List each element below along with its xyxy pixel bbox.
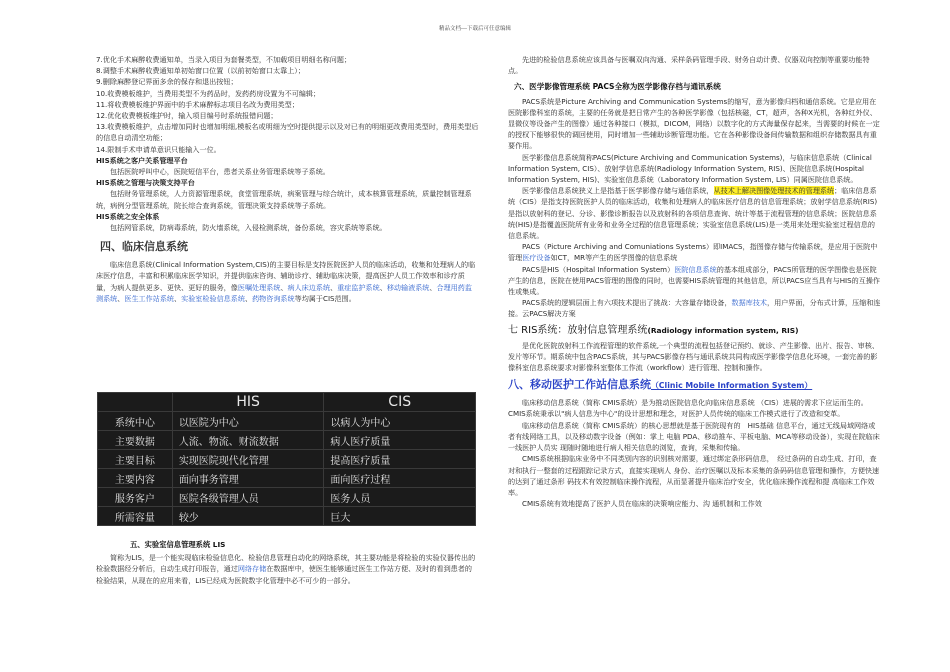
his-cis-comparison-table: [97, 392, 476, 526]
section-heading: 五、实验室信息管理系统 LIS: [130, 540, 226, 549]
separator: 、: [117, 293, 125, 303]
list-item: 12.优化收费模板维护时，输入项目编号时系统报错问题；: [96, 111, 278, 121]
separator: 、: [174, 293, 182, 303]
link-medical-equipment[interactable]: 医疗设备: [522, 253, 551, 263]
section-heading: [508, 377, 882, 394]
paragraph: PACS系统是Picture Archiving and Communication Systems的缩写，意为影像归档和通信系统。它是应用在医院影像科室的系统，主要的任务就是把日常产生的各种医学影像（包括核磁，CT，超声，各种X光机，各种红外仪、显微仪等设备产生的图像）通过各种接口（模拟，DICOM，网络）以数字化的方式海量保存起来，当需要的时候在一定的授权下能够很快的调回使用，同时增加一些辅助诊断管理功能。它在各种影像设备间传输数据和组织存储数据具有重要作用。: [508, 96, 880, 151]
table-cell: 巨大: [324, 507, 476, 526]
paragraph: [508, 241, 882, 263]
table-cell: 主要数据: [98, 431, 173, 450]
list-item: 13.收费模板维护，点击增加同时也增加明细,模板名或明细为空时提供提示以及对已有的明细更改费用类型时，费用类型后的信息自动清空功能；: [96, 122, 479, 143]
lis-section: [96, 535, 479, 586]
paragraph: [508, 264, 882, 298]
separator: 、: [429, 282, 437, 292]
table-row: [98, 450, 476, 469]
heading-text: 八、移动医护工作站信息系统: [508, 378, 651, 392]
paragraph: 医学影像信息系统简称PACS(Picture Archiving and Communication Systems)，与临床信息系统（Clinical Information System, CIS）、放射学信息系统(Radiology Information System, RIS)、医院信息系统(Hospital Information System, HIS)、实验室信息系统（Laboratory Information System, LIS）同属医院信息系统。: [508, 152, 872, 185]
link-database-tech[interactable]: 数据库技术: [731, 298, 768, 308]
table-cell: 主要内容: [98, 469, 173, 488]
table-cell: 人流、物流、财流数据: [172, 431, 324, 450]
paragraph-text: 医学影像信息系统狭义上是指基于医学影像存储与通信系统，: [522, 186, 714, 196]
table-cell: 实现医院现代化管理: [172, 450, 324, 469]
paragraph-text: PACS是HIS（Hospital Information System）: [522, 264, 675, 274]
table-row: [98, 488, 476, 507]
heading-subtext: (Radiology information system, RIS): [647, 325, 799, 335]
highlighted-text: 从技术上解决图像处理技术的管理系统: [713, 186, 835, 196]
link-drug-consult-system[interactable]: 药物咨询系统: [252, 293, 295, 303]
link-order-system[interactable]: 医嘱处理系统: [237, 282, 281, 292]
paragraph: CMIS系统根据临床业务中不同类别内容的识别核对需要，通过绑定条形码信息， 经过条码的自动生成、打印，查对和执行一整套的过程跟踪记录方式，直接实现病人 身份、治疗医嘱以及标本采集的条码码信息管理和操作，方便快速的达到了通过条形 码技术有效控制临床操作流程，从而显著提升临床治疗安全，优化临床操作流程和提 高临床工作效率。: [508, 454, 880, 497]
table-header-cell: [98, 393, 173, 412]
table-cell: 较少: [172, 507, 324, 526]
right-column: [508, 54, 882, 509]
list-item: 7.优化手术麻醉收费通知单，当录入项目为套餐类型，不加载项目明细名称问题；: [96, 55, 352, 64]
table-row: [98, 469, 476, 488]
list-item: 14.限制手术申请单意识只能输入一位。: [96, 144, 221, 154]
table-cell: 提高医疗质量: [324, 450, 476, 469]
paragraph-text: 在数据库中，使医生能够通过医生工作站方便、及时的看到患者的检验结果，从现在的应用来看，LIS已经成为医院数字化管理中必不可少的一部分。: [96, 564, 472, 585]
link-drug-monitor-system[interactable]: 合理用药监测系统: [96, 282, 472, 303]
heading-subtext: （Clinic Mobile Information System）: [651, 381, 813, 391]
paragraph: [508, 185, 882, 241]
paragraph-text: 的基本组成部分，PACS所管理的医学图像也是医院产生的信息，医院在使用PACS管理的图像的同时，也需要HIS系统管理的其他信息，所以PACS应当具有与HIS的互操作性或集成。: [508, 264, 880, 297]
paragraph: 包括财务管理系统，人力资源管理系统，食堂管理系统，病案管理与综合统计，成本核算管理系统，质量控制管理系统，病例分型管理系统，院长综合查询系统，管理决策支持系统等子系统。: [96, 189, 472, 210]
table-header-cell: HIS: [172, 393, 324, 412]
paragraph-text: 简称为LIS，是一个能实现临床检验信息化、检验信息管理自动化的网络系统，其主要功能是将检验的实验仪器传出的检验数据经分析后，自动生成打印报告，通过: [96, 553, 476, 574]
separator: 、: [280, 282, 288, 292]
paragraph-text: 等均属于CIS范围。: [294, 293, 356, 303]
page-header: 精品文档---下载后可任意编辑: [439, 26, 511, 32]
paragraph-text: ，用户界面，分布式计算，压缩和连接。云PACS解决方案: [508, 298, 881, 319]
link-icu-system[interactable]: 重症监护系统: [337, 282, 380, 292]
section-heading: HIS系统之客户关系管理平台: [96, 155, 188, 165]
table-row: [98, 507, 476, 526]
table-cell: 医务人员: [324, 488, 476, 507]
link-bedside-system[interactable]: 病人床边系统: [287, 282, 331, 292]
table-cell: 医院各级管理人员: [172, 488, 324, 507]
paragraph: [508, 297, 882, 319]
paragraph: 包括医院呼叫中心，医院短信平台，患者关系业务管理系统等子系统。: [110, 167, 330, 177]
table-row: [98, 412, 476, 431]
list-item: 8.调整手术麻醉收费通知单初始窗口位置（以前初始窗口太靠上）；: [96, 66, 305, 76]
link-network-storage[interactable]: 网络存储: [237, 564, 267, 574]
paragraph: [96, 259, 479, 304]
separator: 、: [244, 293, 253, 303]
chapter-heading: 四、临床信息系统: [100, 240, 188, 254]
section-heading: 六、医学影像管理系统 PACS全称为医学影像存档与通讯系统: [514, 82, 721, 92]
list-item: 9.删除麻醉登记界面多余的保存和退出按钮；: [96, 77, 238, 87]
heading-text: 七 RIS系统：放射信息管理系统: [508, 324, 648, 336]
paragraph-text: ；临床信息系统（CIS）是指支持医院医护人员的临床活动，收集和处理病人的临床医疗信息的信息管理系统；放射学信息系统(RIS)是指以放射科的登记、分诊、影像诊断报告以及放射科的各项信息查询、统计等基于流程管理的信息系统；医院信息系统(HIS)是指覆盖医院所有业务和业务全过程的信息管理系统；实验室信息系统(LIS)是一类用来处理实验室过程信息的信息系统。: [508, 186, 878, 241]
paragraph: [96, 552, 479, 586]
paragraph: 先进的检验信息系统应该具备与医嘱双向沟通、采样条码管理手段、财务自动计费、仪器双向控制等重要功能特点。: [508, 55, 870, 76]
paragraph: 临床移动信息系统（简称 CMIS系统）是为推动医院信息化向临床信息系统 （CIS）进展的需求下应运而生的。CMIS系统秉承以"病人信息为中心"的设计思想和理念，对医护人员传统的临床工作模式进行了改造和变革。: [508, 398, 868, 419]
table-cell: 面向事务管理: [172, 469, 324, 488]
table-cell: 以病人为中心: [324, 412, 476, 431]
table-header-cell: CIS: [324, 393, 476, 412]
link-lab-system[interactable]: 实验室检验信息系统: [181, 293, 245, 303]
table-cell: 系统中心: [98, 412, 173, 431]
link-infusion-system[interactable]: 移动输液系统: [386, 282, 430, 292]
table-header-row: [98, 393, 476, 412]
section-heading: HIS系统之管理与决策支持平台: [96, 178, 195, 188]
table-cell: 病人医疗质量: [324, 431, 476, 450]
table-cell: 服务客户: [98, 488, 173, 507]
link-doctor-workstation[interactable]: 医生工作站系统: [124, 293, 175, 303]
paragraph-text: 如CT，MR等产生的医学图像的信息系统: [550, 253, 678, 263]
paragraph-text: PACS系统的逻辑层面上有六项技术提出了挑战：大容量存储设备，: [522, 298, 732, 308]
paragraph: 临床移动信息系统（简称 CMIS系统）的核心思想就是基于医院现有的 HIS基础 信息平台，通过无线局域网络或者有线网络工具，以及移动数字设备（例如：掌上 电脑 PDA、移动推车、平板电脑、MCA等移动设备），实现在院临床一线医护人员实 现随时随地进行病人相关信息的浏览，查询，采集和传输。: [508, 420, 880, 453]
table-cell: 所需容量: [98, 507, 173, 526]
paragraph: 包括网管系统，防病毒系统，防火墙系统，入侵检测系统，备份系统，容灾系统等系统。: [110, 223, 387, 233]
table-row: [98, 431, 476, 450]
paragraph: CMIS系统有效地提高了医护人员在临床的决策响应能力、沟 通机制和工作效: [522, 499, 762, 509]
table-cell: 面向医疗过程: [324, 469, 476, 488]
list-item: 10.收费模板维护，当费用类型不为药品时，发药药房设置为不可编辑；: [96, 88, 321, 98]
left-column: [96, 54, 479, 304]
paragraph-text: 临床信息系统(Clinical Information System,CIS)的主要目标是支持医院医护人员的临床活动，收集和处理病人的临床医疗信息，丰富和积累临床医学知识，并提供临床咨询、辅助诊疗、辅助临床决策，提高医护人员工作效率和诊疗质量，为病人提供更多、更快、更好的服务，像: [96, 260, 476, 292]
paragraph-text: PACS（Picture Archiving and Comuniations Systems）即IMACS，指图像存储与传输系统，是应用于医院中管理: [508, 242, 878, 263]
list-item: 11.将收费模板维护界面中的手术麻醉标志项目名改为费用类型；: [96, 99, 299, 109]
section-heading: HIS系统之安全体系: [96, 211, 160, 221]
separator: 、: [379, 282, 387, 292]
section-heading: [508, 323, 882, 338]
paragraph: 是优化医院放射科工作流程管理的软件系统,一个典型的流程包括登记预约、就诊、产生影像、出片、报告、审核、发片等环节。期系统中包含PACS系统，其与PACS影像存档与通讯系统共同构成医学影像学信息化环境，一套完善的影像科室信息系统要求对影像科室整体工作流（workflow）进行管理、控制和操作。: [508, 340, 879, 373]
table-cell: 以医院为中心: [172, 412, 324, 431]
link-hospital-info-system[interactable]: 医院信息系统: [674, 264, 717, 274]
separator: 、: [330, 282, 338, 292]
table-cell: 主要目标: [98, 450, 173, 469]
